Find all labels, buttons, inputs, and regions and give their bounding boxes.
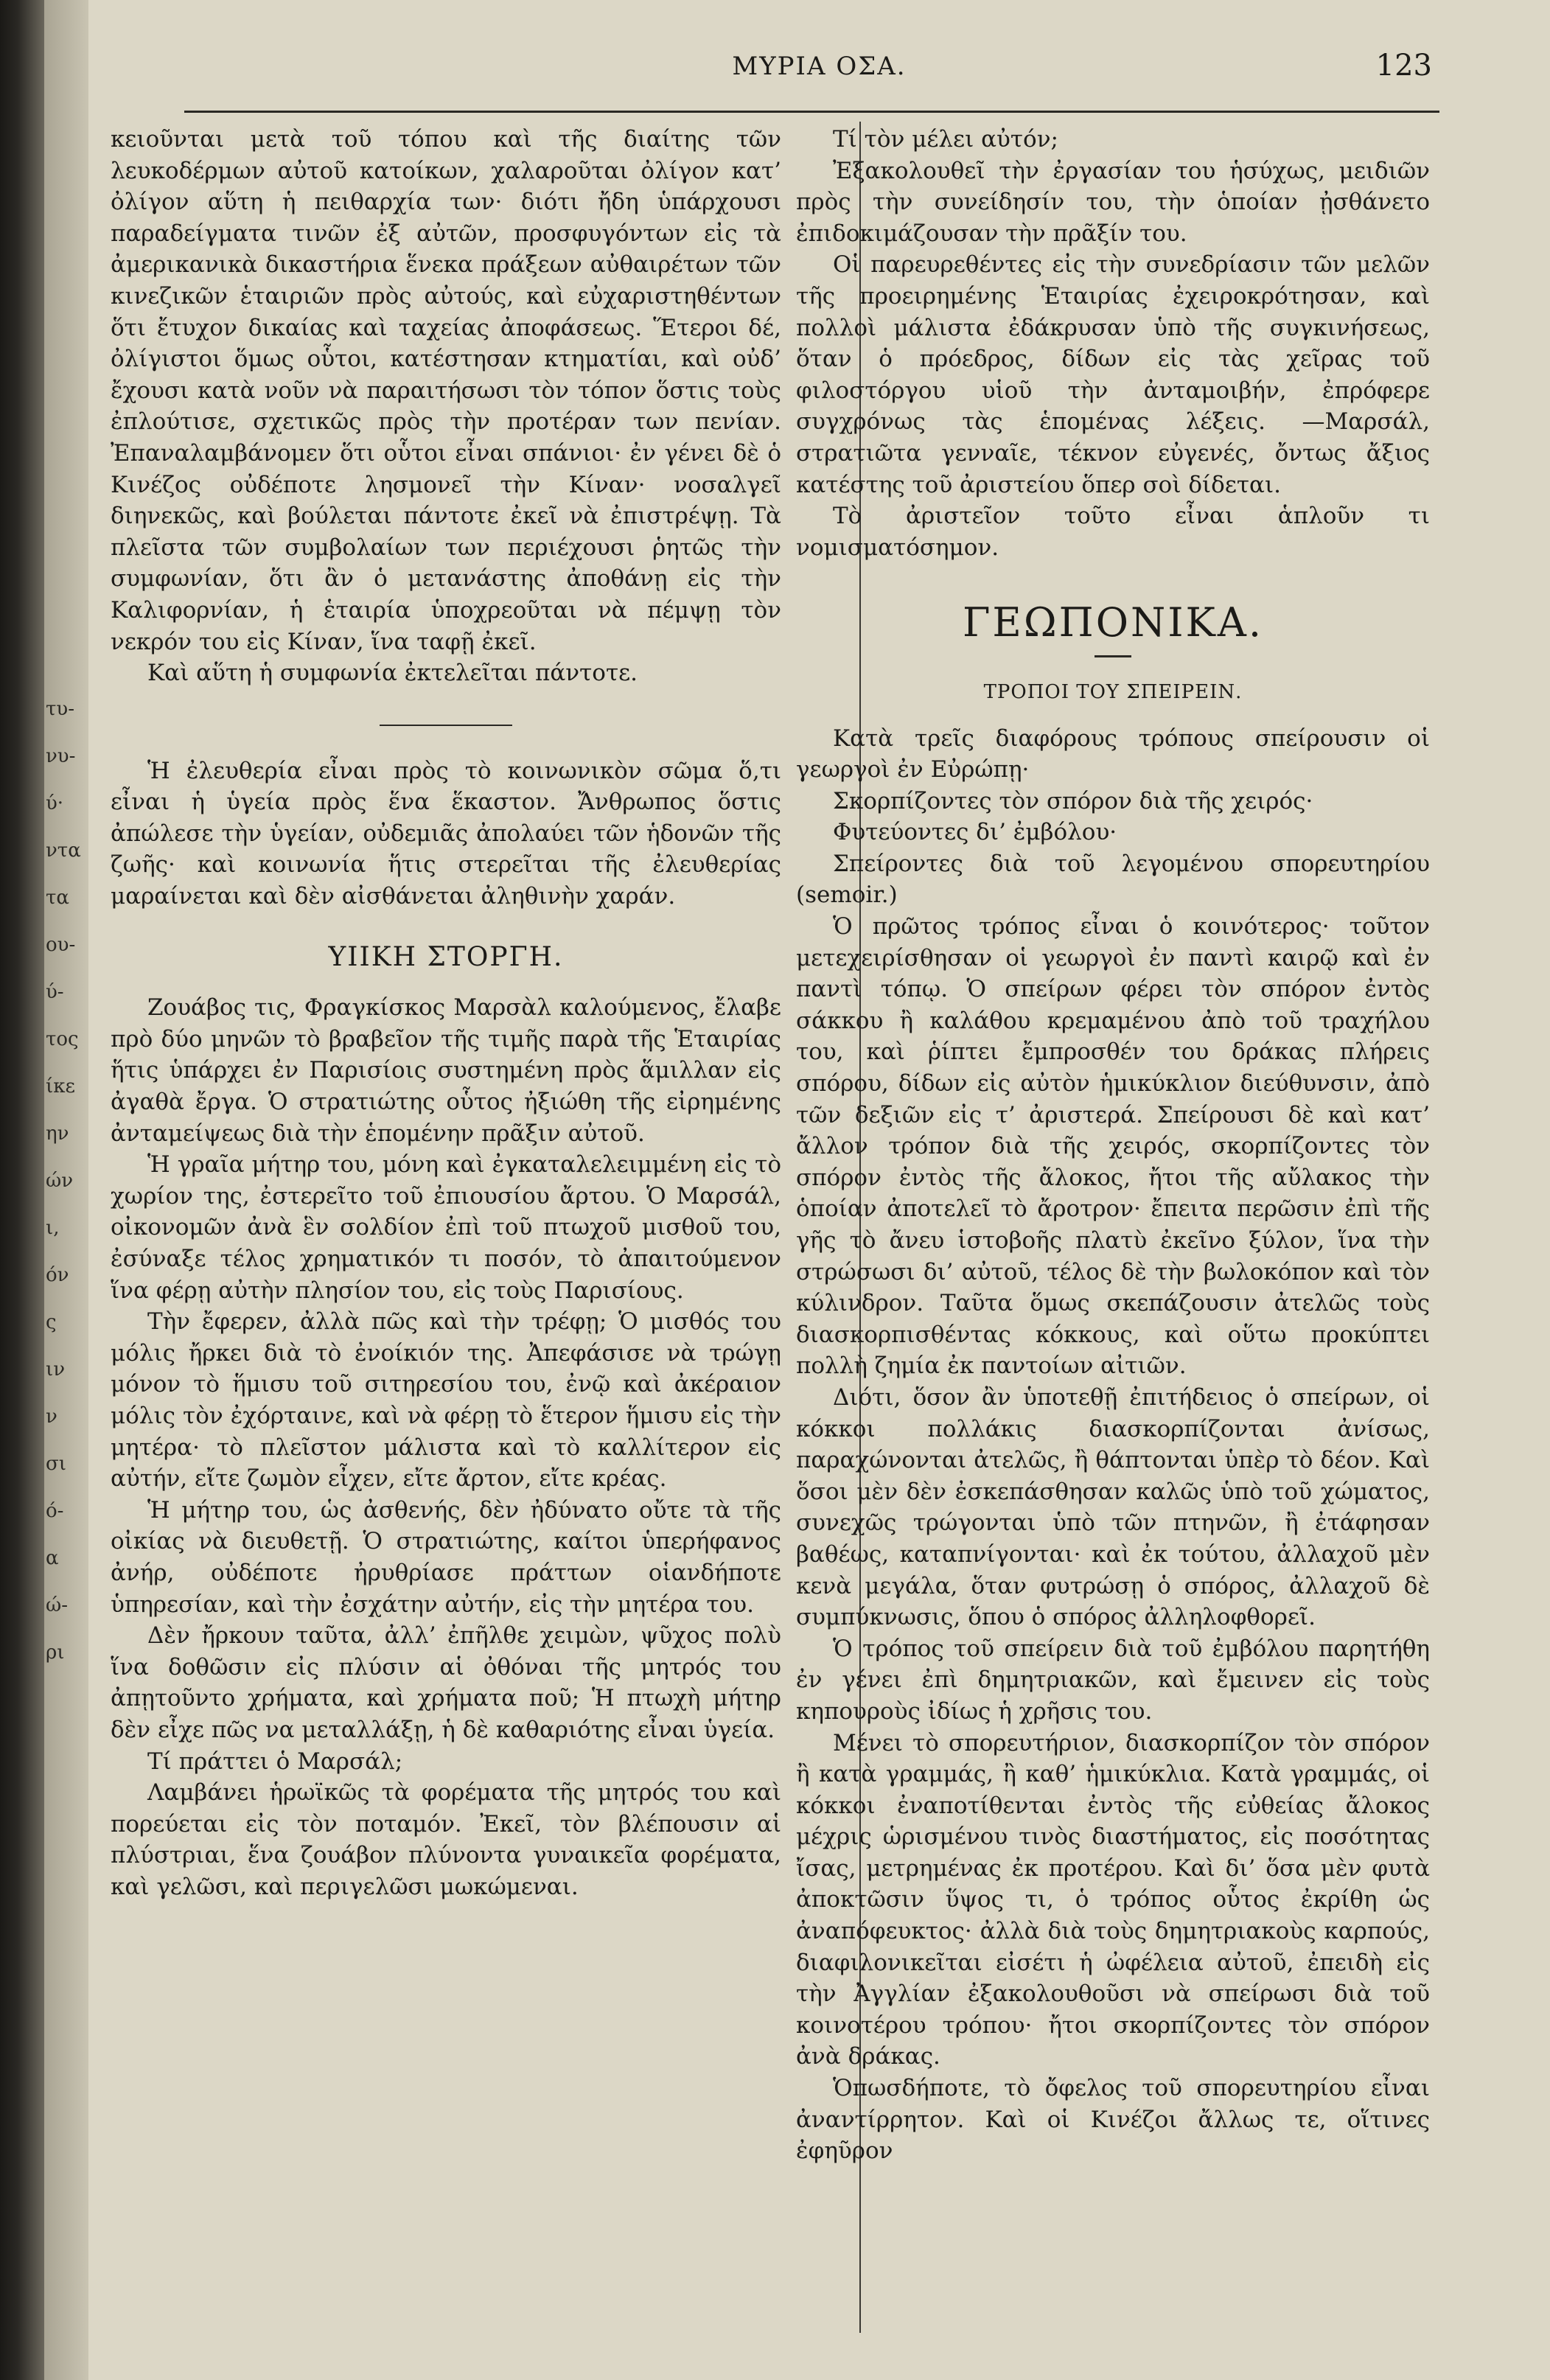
page-number: 123 [1375, 49, 1432, 83]
left-column [111, 124, 781, 1902]
paragraph: Τί πράττει ὁ Μαρσάλ; [147, 1748, 403, 1775]
title-dash [1095, 655, 1131, 657]
paragraph: Τὴν ἔφερεν, ἀλλὰ πῶς καὶ τὴν τρέφῃ; Ὁ μισθός του μόλις ἤρκει διὰ τὸ ἐνοίκιόν της. Ἀπεφάσισε νὰ τρώγῃ μόνον τὸ ἥμισυ τοῦ σιτηρεσίου του, ἐνῷ καὶ ἀκέραιον μόλις τὸν ἐχόρταινε, καὶ νὰ φέρῃ τὸ ἕτερον ἥμισυ εἰς τὴν μητέρα· τὸ πλεῖστον μάλιστα καὶ τὸ καλλίτερον εἰς αὐτήν, εἴτε ζωμὸν εἶχεν, εἴτε ἄρτον, εἴτε κρέας. [111, 1308, 781, 1493]
page [88, 0, 1550, 2380]
paragraph: Τί τὸν μέλει αὐτόν; [833, 126, 1059, 153]
header-rule [184, 111, 1439, 113]
edge-fragment: ρι [46, 1641, 65, 1664]
edge-fragment: ην [46, 1123, 69, 1145]
list-item: Φυτεύοντες δι’ ἐμβόλου· [833, 819, 1117, 846]
edge-fragment: ς [46, 1311, 57, 1333]
paragraph: Μένει τὸ σπορευτήριον, διασκορπίζον τὸν σπόρον ἢ κατὰ γραμμάς, ἢ καθ’ ἡμικύκλια. Κατὰ γραμμάς, οἱ κόκκοι ἐναποτίθενται ἐντὸς τῆς εὐθείας ἄλοκος μέχρις ὡρισμένου τινὸς διαστήματος, εἰς ποσότητας ἴσας, μετρημένας ἐκ προτέρου. Καὶ δι’ ὅσα μὲν φυτὰ ἀποκτῶσιν ὕψος τι, ὁ τρόπος οὗτος ἐκρίθη ὡς ἀναπόφευκτος· ἀλλὰ διὰ τοὺς δημητριακοὺς καρπούς, διαφιλονικεῖται εἰσέτι ἡ ὠφέλεια αὐτοῦ, ἐπειδὴ εἰς τὴν Ἀγγλίαν ἐξακολουθοῦσι νὰ σπείρωσι διὰ τοῦ κοινοτέρου τρόπου· ἤτοι σκορπίζοντες τὸν σπόρον ἀνὰ δράκας. [796, 1729, 1430, 2070]
edge-fragment: ιν [46, 1358, 65, 1381]
edge-fragment: ι, [46, 1217, 60, 1239]
paragraph: Ὁπωσδήποτε, τὸ ὄφελος τοῦ σπορευτηρίου εἶναι ἀναντίρρητον. Καὶ οἱ Κινέζοι ἄλλως τε, οἵτινες ἐφηῦρον [796, 2075, 1430, 2165]
running-title: ΜΥΡΙΑ ΟΣΑ. [732, 52, 907, 81]
paragraph: Τὸ ἀριστεῖον τοῦτο εἶναι ἁπλοῦν τι νομισματόσημον. [796, 503, 1430, 561]
paragraph: Οἱ παρευρεθέντες εἰς τὴν συνεδρίασιν τῶν μελῶν τῆς προειρημένης Ἑταιρίας ἐχειροκρότησαν, καὶ πολλοὶ μάλιστα ἐδάκρυσαν ὑπὸ τῆς συγκινήσεως, ὅταν ὁ πρόεδρος, δίδων εἰς τὰς χεῖρας τοῦ φιλοστόργου υἱοῦ τὴν ἀνταμοιβήν, ἐπρόφερε συγχρόνως τὰς ἑπομένας λέξεις. —Μαρσάλ, στρατιῶτα γενναῖε, τέκνον εὐγενές, ὄντως ἄξιος κατέστης τοῦ ἀριστείου ὅπερ σοὶ δίδεται. [796, 251, 1430, 498]
paragraph: Δὲν ἤρκουν ταῦτα, ἀλλ’ ἐπῆλθε χειμὼν, ψῦχος πολὺ ἵνα δοθῶσιν εἰς πλύσιν αἱ ὀθόναι τῆς μητρός του ἀπῃτοῦντο χρήματα, καὶ χρήματα ποῦ; Ἡ πτωχὴ μήτηρ δὲν εἶχε πῶς να μεταλλάξῃ, ἡ δὲ καθαριότης εἶναι ὑγεία. [111, 1622, 781, 1743]
separator-rule [380, 725, 512, 726]
section-heading: ΓΕΩΠΟΝΙΚΑ. [962, 599, 1264, 646]
paragraph: Καὶ αὕτη ἡ συμφωνία ἐκτελεῖται πάντοτε. [147, 660, 638, 687]
right-column [796, 124, 1430, 2167]
edge-fragment: ίκε [46, 1075, 75, 1097]
edge-fragment: ύ- [46, 981, 64, 1003]
book-gutter-shadow [0, 0, 44, 2380]
edge-fragment: τος [46, 1028, 79, 1050]
facing-page-fragments [46, 685, 90, 1676]
paragraph: κειοῦνται μετὰ τοῦ τόπου καὶ τῆς διαίτης τῶν λευκοδέρμων αὐτοῦ κατοίκων, χαλαροῦται ὀλίγον κατ’ ὀλίγον αὕτη ἡ πειθαρχία των· διότι ἤδη ὑπάρχουσι παραδείγματα τινῶν ἐξ αὐτῶν, προσφυγόντων εἰς τὰ ἀμερικανικὰ δικαστήρια ἕνεκα πράξεων αὐθαιρέτων τῶν κινεζικῶν ἑταιριῶν πρὸς αὐτούς, καὶ εὐχαριστηθέντων ὅτι ἔτυχον δικαίας καὶ ταχείας ἀποφάσεως. Ἕτεροι δέ, ὀλίγιστοι ὅμως οὗτοι, κατέστησαν κτηματίαι, καὶ οὐδ’ ἔχουσι κατὰ νοῦν νὰ παραιτήσωσι τὸν τόπον ὅστις τοὺς ἐπλούτισε, σχετικῶς πρὸς τὴν προτέραν των πενίαν. Ἐπαναλαμβάνομεν ὅτι οὗτοι εἶναι σπάνιοι· ἐν γένει δὲ ὁ Κινέζος οὐδέποτε λησμονεῖ τὴν Κίναν· νοσαλγεῖ διηνεκῶς, καὶ βούλεται πάντοτε ἐκεῖ νὰ ἐπιστρέψῃ. Τὰ πλεῖστα τῶν συμβολαίων των περιέχουσι ῥητῶς τὴν συμφωνίαν, ὅτι ἂν ὁ μετανάστης ἀποθάνῃ εἰς τὴν Καλιφορνίαν, ἡ ἑταιρία ὑποχρεοῦται νὰ πέμψῃ τὸν νεκρόν του εἰς Κίναν, ἵνα ταφῇ ἐκεῖ. [111, 126, 781, 655]
edge-fragment: ου- [46, 934, 76, 956]
running-head [88, 44, 1550, 88]
edge-fragment: όν [46, 1264, 69, 1286]
paragraph: Κατὰ τρεῖς διαφόρους τρόπους σπείρουσιν οἱ γεωργοὶ ἐν Εὐρώπῃ· [796, 725, 1430, 784]
edge-fragment: ό- [46, 1500, 64, 1522]
section-title: ΥΙΙΚΗ ΣΤΟΡΓΗ. [328, 941, 564, 972]
edge-fragment: ύ· [46, 792, 64, 814]
edge-fragment: νυ- [46, 745, 76, 767]
edge-fragment: ντα [46, 840, 81, 862]
paragraph: Ὁ τρόπος τοῦ σπείρειν διὰ τοῦ ἐμβόλου παρητήθη ἐν γένει ἐπὶ δημητριακῶν, καὶ ἔμεινεν εἰς τοὺς κηπουροὺς ἰδίως ἡ χρῆσις του. [796, 1635, 1430, 1725]
paragraph: Ζουάβος τις, Φραγκίσκος Μαρσὰλ καλούμενος, ἔλαβε πρὸ δύο μηνῶν τὸ βραβεῖον τῆς τιμῆς παρὰ τῆς Ἑταιρίας ἥτις ὑπάρχει ἐν Παρισίοις συστημένη πρὸς ἅμιλλαν εἰς ἀγαθὰ ἔργα. Ὁ στρατιώτης οὗτος ἠξιώθη τῆς εἰρημένης ἀνταμείψεως διὰ τὴν ἑπομένην πρᾶξιν αὐτοῦ. [111, 994, 781, 1147]
paragraph: Λαμβάνει ἡρωϊκῶς τὰ φορέματα τῆς μητρός του καὶ πορεύεται εἰς τὸν ποταμόν. Ἐκεῖ, τὸν βλέπουσιν αἱ πλύστριαι, ἕνα ζουάβον πλύνοντα γυναικεῖα φορέματα, καὶ γελῶσι, καὶ περιγελῶσι μωκώμεναι. [111, 1779, 781, 1900]
edge-fragment: ών [46, 1170, 74, 1192]
list-item: Σκορπίζοντες τὸν σπόρον διὰ τῆς χειρός· [833, 787, 1313, 814]
edge-fragment: ώ- [46, 1594, 68, 1616]
paragraph: Ἡ μήτηρ του, ὡς ἀσθενής, δὲν ἠδύνατο οὔτε τὰ τῆς οἰκίας νὰ διευθετῇ. Ὁ στρατιώτης, καίτοι ὑπερήφανος ἀνήρ, οὐδέποτε ἠρυθρίασε πράττων οἱανδήποτε ὑπηρεσίαν, καὶ τὴν ἐσχάτην αὐτήν, εἰς τὴν μητέρα του. [111, 1496, 781, 1618]
edge-fragment: α [46, 1547, 59, 1569]
edge-fragment: σι [46, 1453, 66, 1475]
paragraph: Ὁ πρῶτος τρόπος εἶναι ὁ κοινότερος· τοῦτον μετεχειρίσθησαν οἱ γεωργοὶ ἐν παντὶ καιρῷ καὶ ἐν παντὶ τόπῳ. Ὁ σπείρων φέρει τὸν σπόρον ἐντὸς σάκκου ἢ καλάθου κρεμαμένου ἀπὸ τοῦ τραχήλου του, καὶ ῥίπτει ἔμπροσθέν του δράκας πλήρεις σπόρου, δίδων εἰς αὐτὸν ἡμικύκλιον διεύθυνσιν, ἀπὸ τῶν δεξιῶν εἰς τ’ ἀριστερά. Σπείρουσι δὲ καὶ κατ’ ἄλλον τρόπον διὰ τῆς χειρός, σκορπίζοντες τὸν σπόρον ἐντὸς τῆς ἄλοκος, ἤτοι τῆς αὔλακος τὴν ὁποίαν ἀποτελεῖ τὸ ἄροτρον· ἔπειτα περῶσιν ἐπὶ τῆς γῆς τὸ ἄνευ ἱστοβοῆς πλατὺ ἐκεῖνο ξύλον, ἵνα τὴν στρώσωσι δι’ αὐτοῦ, τέλος δὲ τὴν βωλοκόπον καὶ τὸν κύλινδρον. Ταῦτα ὅμως σκεπάζουσιν ἀτελῶς τοὺς διασκορπισθέντας κόκκους, καὶ οὕτω προκύπτει πολλὴ ζημία ἐκ παντοίων αἰτιῶν. [796, 913, 1430, 1380]
paragraph: Ἡ ἐλευθερία εἶναι πρὸς τὸ κοινωνικὸν σῶμα ὅ,τι εἶναι ἡ ὑγεία πρὸς ἕνα ἕκαστον. Ἄνθρωπος ὅστις ἀπώλεσε τὴν ὑγείαν, οὐδεμιᾶς ἀπολαύει τῶν ἡδονῶν τῆς ζωῆς· καὶ κοινωνία ἥτις στερεῖται τῆς ἐλευθερίας μαραίνεται καὶ δὲν αἰσθάνεται ἀληθινὴν χαράν. [111, 757, 781, 910]
edge-fragment: τυ- [46, 698, 74, 720]
paragraph: Ἡ γραῖα μήτηρ του, μόνη καὶ ἐγκαταλελειμμένη εἰς τὸ χωρίον της, ἐστερεῖτο τοῦ ἐπιουσίου ἄρτου. Ὁ Μαρσάλ, οἰκονομῶν ἀνὰ ἓν σολδίον ἐπὶ τοῦ πτωχοῦ μισθοῦ του, ἐσύναξε τέλος χρηματικόν τι ποσόν, τὸ ἀπαιτούμενον ἵνα φέρῃ αὐτὴν πλησίον του, εἰς τοὺς Παρισίους. [111, 1151, 781, 1304]
edge-fragment: ν [46, 1406, 57, 1428]
subsection-title: ΤΡΟΠΟΙ ΤΟΥ ΣΠΕΙΡΕΙΝ. [983, 680, 1243, 703]
list-item: Σπείροντες διὰ τοῦ λεγομένου σπορευτηρίου (semoir.) [796, 850, 1430, 909]
paragraph: Διότι, ὅσον ἂν ὑποτεθῇ ἐπιτήδειος ὁ σπείρων, οἱ κόκκοι πολλάκις διασκορπίζονται ἀνίσως, παραχώνονται ἀτελῶς, ἢ θάπτονται ὑπὲρ τὸ δέον. Καὶ ὅσοι μὲν δὲν ἐσκεπάσθησαν καλῶς ὑπὸ τοῦ χώματος, συνεχῶς τρώγονται ὑπὸ τῶν πτηνῶν, ἢ ἐτάφησαν βαθέως, καταπνίγονται· καὶ ἐκ τούτου, ἀλλαχοῦ μὲν κενὰ μεγάλα, ὅταν φυτρώσῃ ὁ σπόρος, ἀλλαχοῦ δὲ συμπύκνωσις, ὅπου ὁ σπόρος ἀλληλοφθορεῖ. [796, 1383, 1430, 1631]
edge-fragment: τα [46, 887, 69, 909]
paragraph: Ἐξακολουθεῖ τὴν ἐργασίαν του ἡσύχως, μειδιῶν πρὸς τὴν συνείδησίν του, τὴν ὁποίαν ᾐσθάνετο ἐπιδοκιμάζουσαν τὴν πρᾶξίν του. [796, 157, 1430, 247]
